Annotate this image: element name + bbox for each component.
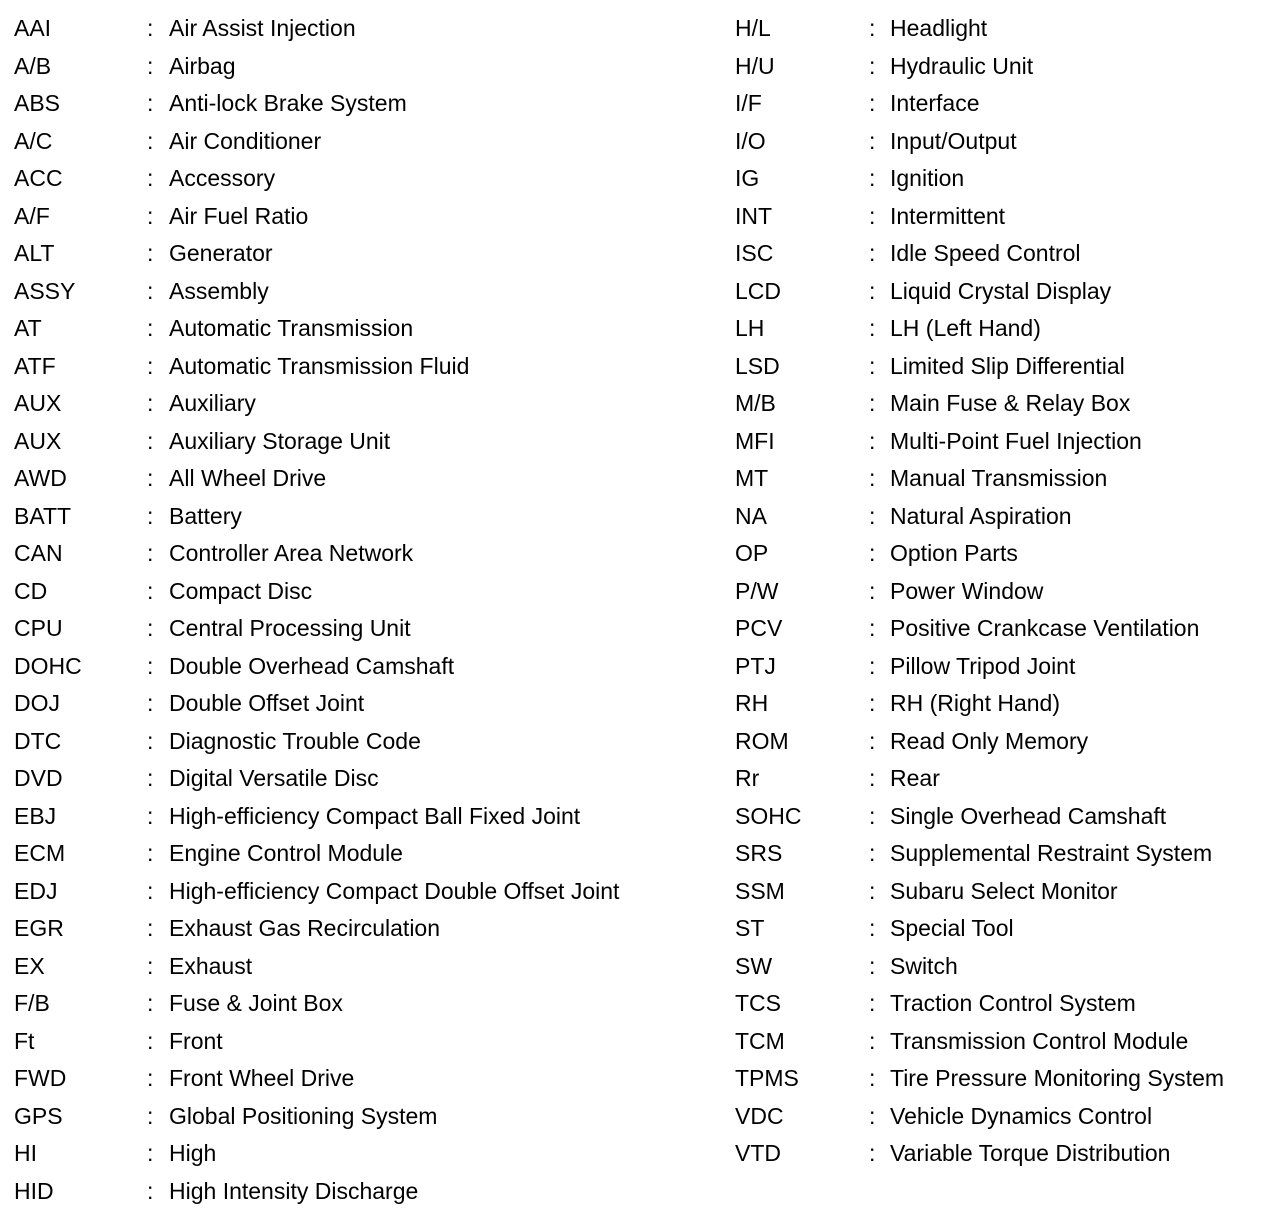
abbreviation-row <box>14 835 704 873</box>
abbreviation-term: OP <box>735 540 769 566</box>
separator-colon: : <box>869 427 876 454</box>
abbreviation-row <box>735 348 1275 386</box>
abbreviation-term: BATT <box>14 502 72 529</box>
abbreviation-meaning: RH (Right Hand) <box>890 690 1060 716</box>
abbreviation-row <box>735 48 1275 86</box>
abbreviation-meaning: Rear <box>890 765 940 791</box>
abbreviation-term: EGR <box>14 915 64 941</box>
abbreviation-term: DTC <box>14 727 62 754</box>
abbreviation-term: M/B <box>735 390 776 416</box>
abbreviation-meaning: Ignition <box>890 165 965 191</box>
abbreviation-meaning: Double Offset Joint <box>169 690 365 716</box>
abbreviation-meaning: High-efficiency Compact Ball Fixed Joint <box>169 802 581 829</box>
abbreviation-term: VDC <box>735 1102 784 1129</box>
abbreviation-term: Rr <box>735 765 760 791</box>
abbreviation-row <box>735 1135 1275 1173</box>
abbreviation-meaning: Intermittent <box>890 202 1006 229</box>
separator-colon: : <box>147 502 154 529</box>
abbreviation-term: SSM <box>735 877 785 904</box>
abbreviation-meaning: Automatic Transmission Fluid <box>169 352 470 379</box>
abbreviation-term: ECM <box>14 840 66 866</box>
abbreviation-term: A/B <box>14 52 52 79</box>
separator-colon: : <box>869 652 876 679</box>
abbreviation-meaning: Vehicle Dynamics Control <box>890 1102 1153 1129</box>
abbreviation-row <box>735 385 1275 423</box>
abbreviation-meaning: Headlight <box>890 15 988 41</box>
abbreviation-term: ACC <box>14 165 63 191</box>
separator-colon: : <box>147 690 154 716</box>
abbreviation-meaning: Positive Crankcase Ventilation <box>890 615 1200 641</box>
abbreviation-meaning: High Intensity Discharge <box>169 1177 419 1204</box>
abbreviation-row <box>735 573 1275 611</box>
abbreviation-term: CAN <box>14 540 63 566</box>
abbreviation-row <box>735 610 1275 648</box>
separator-colon: : <box>147 315 154 341</box>
abbreviation-meaning: LH (Left Hand) <box>890 315 1041 341</box>
abbreviation-term: ROM <box>735 727 789 754</box>
separator-colon: : <box>147 915 154 941</box>
separator-colon: : <box>147 465 154 491</box>
abbreviation-row <box>735 723 1275 761</box>
abbreviation-meaning: Liquid Crystal Display <box>890 277 1112 304</box>
abbreviation-term: A/F <box>14 202 50 229</box>
abbreviation-row <box>14 273 704 311</box>
separator-colon: : <box>147 802 154 829</box>
abbreviation-meaning: Limited Slip Differential <box>890 352 1125 379</box>
abbreviation-row <box>735 498 1275 536</box>
abbreviation-meaning: Interface <box>890 90 980 116</box>
separator-colon: : <box>147 1102 154 1129</box>
abbreviation-row <box>14 198 704 236</box>
abbreviation-row <box>735 760 1275 798</box>
abbreviation-term: PTJ <box>735 652 776 679</box>
separator-colon: : <box>869 1027 876 1054</box>
abbreviation-term: MT <box>735 465 769 491</box>
abbreviation-meaning: Multi-Point Fuel Injection <box>890 427 1142 454</box>
abbreviation-term: H/L <box>735 15 771 41</box>
separator-colon: : <box>869 540 876 566</box>
separator-colon: : <box>869 352 876 379</box>
abbreviation-row <box>14 685 704 723</box>
abbreviation-meaning: Auxiliary Storage Unit <box>169 427 391 454</box>
abbreviation-row <box>14 1098 704 1136</box>
abbreviation-meaning: Switch <box>890 952 958 979</box>
abbreviation-term: LH <box>735 315 765 341</box>
abbreviation-meaning: Diagnostic Trouble Code <box>169 727 421 754</box>
separator-colon: : <box>869 877 876 904</box>
abbreviation-row <box>735 123 1275 161</box>
abbreviation-row <box>14 948 704 986</box>
abbreviation-term: I/F <box>735 90 762 116</box>
abbreviation-term: ST <box>735 915 765 941</box>
abbreviation-meaning: Pillow Tripod Joint <box>890 652 1076 679</box>
separator-colon: : <box>147 1065 154 1091</box>
abbreviation-meaning: Automatic Transmission <box>169 315 414 341</box>
separator-colon: : <box>147 840 154 866</box>
abbreviation-term: AWD <box>14 465 67 491</box>
abbreviation-meaning: Variable Torque Distribution <box>890 1140 1171 1166</box>
separator-colon: : <box>869 52 876 79</box>
separator-colon: : <box>869 1102 876 1129</box>
abbreviation-term: SW <box>735 952 773 979</box>
abbreviation-meaning: All Wheel Drive <box>169 465 327 491</box>
abbreviation-term: P/W <box>735 577 779 604</box>
separator-colon: : <box>147 877 154 904</box>
abbreviation-row <box>14 160 704 198</box>
abbreviation-term: ALT <box>14 240 55 266</box>
abbreviation-row <box>14 610 704 648</box>
abbreviation-meaning: Read Only Memory <box>890 727 1089 754</box>
separator-colon: : <box>147 390 154 416</box>
separator-colon: : <box>147 90 154 116</box>
separator-colon: : <box>147 727 154 754</box>
separator-colon: : <box>147 277 154 304</box>
abbreviation-meaning: Air Conditioner <box>169 127 322 154</box>
separator-colon: : <box>147 577 154 604</box>
abbreviation-row <box>14 723 704 761</box>
abbreviation-meaning: Air Fuel Ratio <box>169 202 309 229</box>
abbreviation-row <box>14 648 704 686</box>
abbreviation-term: TCM <box>735 1027 785 1054</box>
abbreviation-meaning: Assembly <box>169 277 269 304</box>
abbreviation-column-right <box>735 10 1275 1173</box>
separator-colon: : <box>869 802 876 829</box>
separator-colon: : <box>869 240 876 266</box>
abbreviation-meaning: Global Positioning System <box>169 1102 438 1129</box>
abbreviation-term: ISC <box>735 240 774 266</box>
abbreviation-row <box>14 85 704 123</box>
separator-colon: : <box>869 90 876 116</box>
abbreviation-term: SRS <box>735 840 783 866</box>
separator-colon: : <box>869 1140 876 1166</box>
separator-colon: : <box>869 915 876 941</box>
separator-colon: : <box>869 727 876 754</box>
separator-colon: : <box>869 15 876 41</box>
separator-colon: : <box>147 165 154 191</box>
separator-colon: : <box>147 615 154 641</box>
abbreviation-row <box>735 423 1275 461</box>
abbreviation-row <box>14 760 704 798</box>
abbreviation-term: DVD <box>14 765 63 791</box>
separator-colon: : <box>869 952 876 979</box>
separator-colon: : <box>147 1027 154 1054</box>
abbreviation-row <box>735 1060 1275 1098</box>
abbreviation-row <box>14 460 704 498</box>
separator-colon: : <box>869 990 876 1016</box>
abbreviation-term: DOJ <box>14 690 60 716</box>
separator-colon: : <box>869 127 876 154</box>
abbreviation-meaning: Exhaust Gas Recirculation <box>169 915 441 941</box>
separator-colon: : <box>147 202 154 229</box>
abbreviation-term: RH <box>735 690 769 716</box>
abbreviation-meaning: Exhaust <box>169 952 253 979</box>
abbreviation-row <box>735 160 1275 198</box>
abbreviation-row <box>735 835 1275 873</box>
abbreviation-meaning: Supplemental Restraint System <box>890 840 1213 866</box>
abbreviation-term: NA <box>735 502 767 529</box>
abbreviation-term: VTD <box>735 1140 781 1166</box>
abbreviation-term: I/O <box>735 127 766 154</box>
abbreviation-meaning: Digital Versatile Disc <box>169 765 379 791</box>
abbreviation-row <box>735 198 1275 236</box>
separator-colon: : <box>147 952 154 979</box>
abbreviation-term: CPU <box>14 615 63 641</box>
abbreviation-term: EDJ <box>14 877 58 904</box>
abbreviation-row <box>14 1135 704 1173</box>
separator-colon: : <box>869 502 876 529</box>
separator-colon: : <box>869 165 876 191</box>
abbreviation-row <box>14 10 704 48</box>
abbreviation-term: PCV <box>735 615 783 641</box>
separator-colon: : <box>147 127 154 154</box>
separator-colon: : <box>869 1065 876 1091</box>
abbreviation-row <box>14 310 704 348</box>
abbreviation-meaning: Airbag <box>169 52 236 79</box>
abbreviation-row <box>735 460 1275 498</box>
abbreviation-row <box>14 535 704 573</box>
abbreviation-meaning: Controller Area Network <box>169 540 414 566</box>
abbreviation-row <box>14 385 704 423</box>
abbreviation-row <box>735 685 1275 723</box>
abbreviation-term: LCD <box>735 277 782 304</box>
abbreviation-meaning: Fuse & Joint Box <box>169 990 343 1016</box>
abbreviation-row <box>735 910 1275 948</box>
abbreviation-term: H/U <box>735 52 775 79</box>
abbreviation-term: HI <box>14 1140 37 1166</box>
abbreviation-row <box>735 985 1275 1023</box>
abbreviation-term: DOHC <box>14 652 82 679</box>
abbreviation-term: LSD <box>735 352 780 379</box>
abbreviation-meaning: Compact Disc <box>169 577 313 604</box>
abbreviation-meaning: Tire Pressure Monitoring System <box>890 1065 1225 1091</box>
abbreviation-row <box>735 85 1275 123</box>
abbreviation-meaning: Double Overhead Camshaft <box>169 652 455 679</box>
abbreviation-term: EBJ <box>14 802 57 829</box>
separator-colon: : <box>869 390 876 416</box>
abbreviation-term: TCS <box>735 990 781 1016</box>
abbreviation-row <box>14 348 704 386</box>
separator-colon: : <box>147 52 154 79</box>
separator-colon: : <box>869 765 876 791</box>
abbreviation-term: EX <box>14 952 45 979</box>
abbreviation-row <box>14 798 704 836</box>
abbreviation-row <box>735 648 1275 686</box>
abbreviation-row <box>14 48 704 86</box>
abbreviation-meaning: Transmission Control Module <box>890 1027 1189 1054</box>
abbreviation-term: Ft <box>14 1027 35 1054</box>
abbreviation-row <box>735 948 1275 986</box>
separator-colon: : <box>869 202 876 229</box>
abbreviation-row <box>14 573 704 611</box>
abbreviation-row <box>735 10 1275 48</box>
abbreviation-meaning: Front <box>169 1027 223 1054</box>
abbreviation-meaning: Engine Control Module <box>169 840 403 866</box>
abbreviation-row <box>735 798 1275 836</box>
abbreviation-term: HID <box>14 1177 54 1204</box>
separator-colon: : <box>147 652 154 679</box>
abbreviation-row <box>735 235 1275 273</box>
abbreviation-row <box>14 910 704 948</box>
abbreviation-meaning: Main Fuse & Relay Box <box>890 390 1131 416</box>
abbreviation-term: CD <box>14 577 48 604</box>
separator-colon: : <box>147 352 154 379</box>
separator-colon: : <box>147 240 154 266</box>
abbreviation-meaning: Single Overhead Camshaft <box>890 802 1167 829</box>
separator-colon: : <box>869 315 876 341</box>
abbreviation-term: INT <box>735 202 773 229</box>
separator-colon: : <box>869 615 876 641</box>
abbreviation-row <box>735 273 1275 311</box>
abbreviation-meaning: Idle Speed Control <box>890 240 1081 266</box>
abbreviation-column-left <box>14 10 704 1210</box>
abbreviation-term: ABS <box>14 90 61 116</box>
abbreviation-term: FWD <box>14 1065 67 1091</box>
abbreviation-meaning: Traction Control System <box>890 990 1136 1016</box>
separator-colon: : <box>147 15 154 41</box>
abbreviation-term: SOHC <box>735 802 802 829</box>
abbreviation-row <box>14 123 704 161</box>
abbreviation-row <box>735 310 1275 348</box>
abbreviation-term: TPMS <box>735 1065 799 1091</box>
abbreviation-meaning: Auxiliary <box>169 390 256 416</box>
abbreviation-term: ASSY <box>14 277 76 304</box>
abbreviation-term: GPS <box>14 1102 63 1129</box>
separator-colon: : <box>869 840 876 866</box>
abbreviation-row <box>735 1098 1275 1136</box>
abbreviation-meaning: Generator <box>169 240 273 266</box>
abbreviation-term: AAI <box>14 15 52 41</box>
abbreviation-meaning: Anti-lock Brake System <box>169 90 407 116</box>
abbreviation-row <box>14 1023 704 1061</box>
abbreviation-term: MFI <box>735 427 775 454</box>
abbreviation-term: AT <box>14 315 42 341</box>
separator-colon: : <box>147 1177 154 1204</box>
abbreviation-meaning: Option Parts <box>890 540 1018 566</box>
abbreviation-meaning: Hydraulic Unit <box>890 52 1034 79</box>
abbreviation-meaning: Power Window <box>890 577 1044 604</box>
separator-colon: : <box>869 277 876 304</box>
abbreviation-meaning: Front Wheel Drive <box>169 1065 355 1091</box>
abbreviation-row <box>14 985 704 1023</box>
separator-colon: : <box>147 540 154 566</box>
abbreviation-row <box>14 498 704 536</box>
abbreviation-row <box>735 535 1275 573</box>
abbreviation-term: ATF <box>14 352 56 379</box>
separator-colon: : <box>147 990 154 1016</box>
abbreviation-meaning: Input/Output <box>890 127 1017 154</box>
separator-colon: : <box>869 577 876 604</box>
separator-colon: : <box>147 427 154 454</box>
abbreviation-meaning: Central Processing Unit <box>169 615 411 641</box>
abbreviation-row <box>14 1060 704 1098</box>
abbreviation-meaning: Manual Transmission <box>890 465 1108 491</box>
separator-colon: : <box>869 465 876 491</box>
abbreviation-meaning: Air Assist Injection <box>169 15 356 41</box>
abbreviation-row <box>14 235 704 273</box>
abbreviation-row <box>735 1023 1275 1061</box>
abbreviation-row <box>14 423 704 461</box>
abbreviation-term: AUX <box>14 427 62 454</box>
separator-colon: : <box>147 765 154 791</box>
abbreviation-meaning: Subaru Select Monitor <box>890 877 1118 904</box>
abbreviation-term: A/C <box>14 127 53 154</box>
abbreviation-meaning: Accessory <box>169 165 276 191</box>
abbreviation-row <box>735 873 1275 911</box>
abbreviation-meaning: Special Tool <box>890 915 1014 941</box>
abbreviation-meaning: High-efficiency Compact Double Offset Joint <box>169 877 620 904</box>
abbreviation-meaning: Battery <box>169 502 242 529</box>
abbreviation-term: AUX <box>14 390 62 416</box>
separator-colon: : <box>869 690 876 716</box>
separator-colon: : <box>147 1140 154 1166</box>
abbreviation-meaning: High <box>169 1140 217 1166</box>
abbreviation-row <box>14 873 704 911</box>
abbreviation-term: F/B <box>14 990 50 1016</box>
abbreviation-meaning: Natural Aspiration <box>890 502 1072 529</box>
abbreviation-row <box>14 1173 704 1211</box>
abbreviation-term: IG <box>735 165 760 191</box>
